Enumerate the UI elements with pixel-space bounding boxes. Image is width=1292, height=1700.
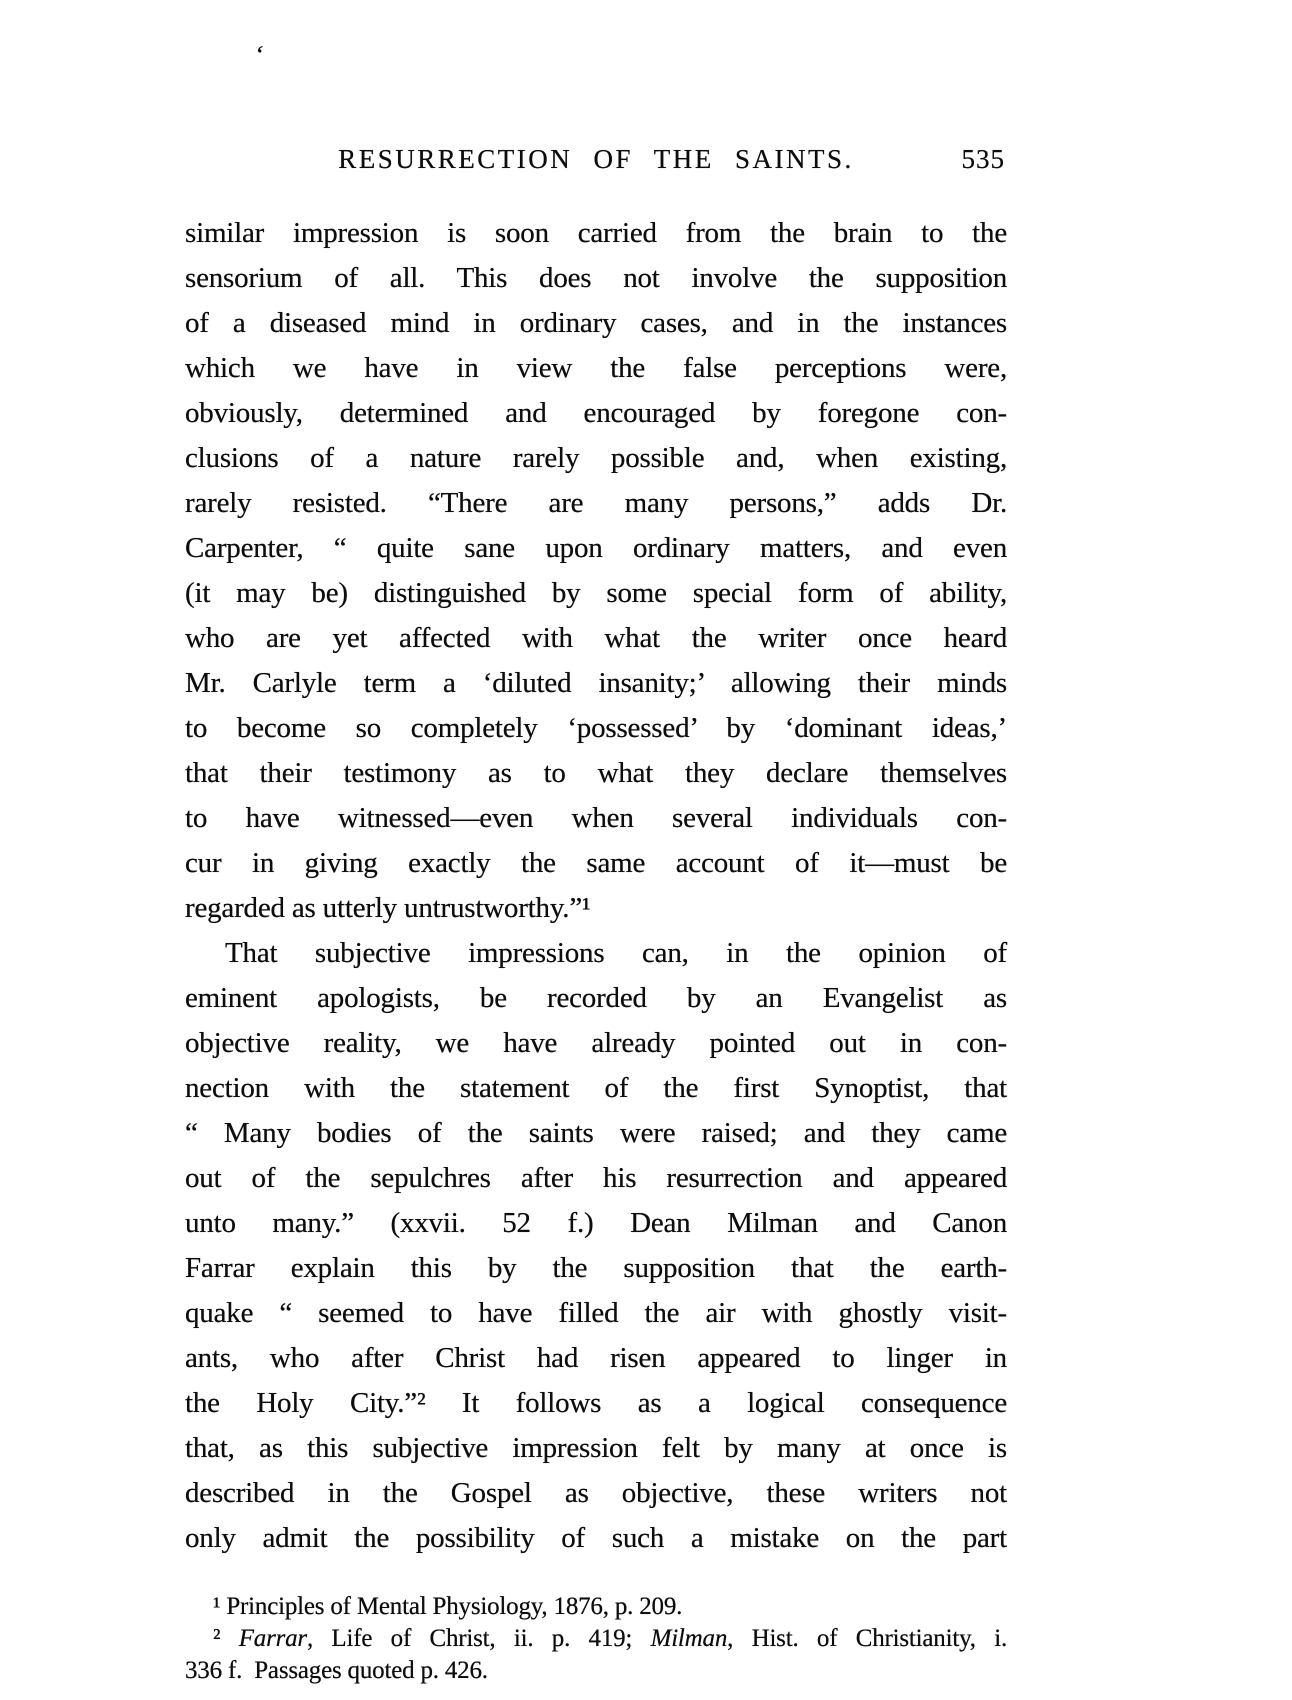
running-header: [185, 144, 1007, 180]
footnote-line: [185, 1655, 1007, 1687]
footnote-author-italic: Milman: [650, 1625, 728, 1652]
text-line: That subjective impressions can, in the opinion of: [225, 937, 1007, 969]
text-line: unto many.” (xxvii. 52 f.) Dean Milman and Canon: [185, 1207, 1007, 1239]
footnote-text: ²: [213, 1625, 239, 1652]
text-line: similar impression is soon carried from the brain to the: [185, 217, 1007, 249]
text-line: who are yet affected with what the writer once heard: [185, 622, 1007, 654]
text-line: the Holy City.”² It follows as a logical consequence: [185, 1387, 1007, 1419]
text-line: of a diseased mind in ordinary cases, and in the instances: [185, 307, 1007, 339]
footnote-line: [185, 1591, 1007, 1623]
page-title: RESURRECTION OF THE SAINTS.: [338, 144, 854, 174]
text-line: objective reality, we have already pointed out in con-: [185, 1027, 1007, 1059]
footnotes: [185, 1591, 1007, 1687]
text-line: which we have in view the false perceptions were,: [185, 352, 1007, 384]
footnote-text: 336 f. Passages quoted p. 426.: [185, 1657, 488, 1684]
text-line: ants, who after Christ had risen appeared to linger in: [185, 1342, 1007, 1374]
footnote-text: , Hist. of Christianity, i.: [727, 1625, 1007, 1652]
text-line: clusions of a nature rarely possible and, when existing,: [185, 442, 1007, 474]
text-line: (it may be) distinguished by some special form of ability,: [185, 577, 1007, 609]
text-line: that their testimony as to what they declare themselves: [185, 757, 1007, 789]
text-line: out of the sepulchres after his resurrection and appeared: [185, 1162, 1007, 1194]
text-line: quake “ seemed to have filled the air with ghostly visit-: [185, 1297, 1007, 1329]
text-line: that, as this subjective impression felt by many at once is: [185, 1432, 1007, 1464]
footnote-line: [185, 1623, 1007, 1655]
text-line: Mr. Carlyle term a ‘diluted insanity;’ allowing their minds: [185, 667, 1007, 699]
footnote-text: , Life of Christ, ii. p. 419;: [306, 1625, 651, 1652]
text-line: regarded as utterly untrustworthy.”¹: [185, 892, 591, 924]
page-number: 535: [961, 144, 1005, 174]
footnote-author-italic: Farrar: [238, 1625, 307, 1652]
text-line: Farrar explain this by the supposition that the earth-: [185, 1252, 1007, 1284]
body-text: [185, 211, 1007, 1561]
text-line: nection with the statement of the first Synoptist, that: [185, 1072, 1007, 1104]
text-line: to have witnessed—even when several individuals con-: [185, 802, 1007, 834]
text-line: eminent apologists, be recorded by an Evangelist as: [185, 982, 1007, 1014]
text-line: to become so completely ‘possessed’ by ‘dominant ideas,’: [185, 712, 1007, 744]
text-line: sensorium of all. This does not involve the supposition: [185, 262, 1007, 294]
text-line: rarely resisted. “There are many persons,” adds Dr.: [185, 487, 1007, 519]
footnote-text: ¹ Principles of Mental Physiology, 1876, p. 209.: [213, 1593, 683, 1620]
text-line: Carpenter, “ quite sane upon ordinary matters, and even: [185, 532, 1007, 564]
text-line: only admit the possibility of such a mistake on the part: [185, 1522, 1007, 1554]
text-line: described in the Gospel as objective, these writers not: [185, 1477, 1007, 1509]
text-line: cur in giving exactly the same account of it—must be: [185, 847, 1007, 879]
text-line: “ Many bodies of the saints were raised; and they came: [185, 1117, 1007, 1149]
text-line: obviously, determined and encouraged by foregone con-: [185, 397, 1007, 429]
ink-speck-mark: ‘: [253, 39, 266, 70]
